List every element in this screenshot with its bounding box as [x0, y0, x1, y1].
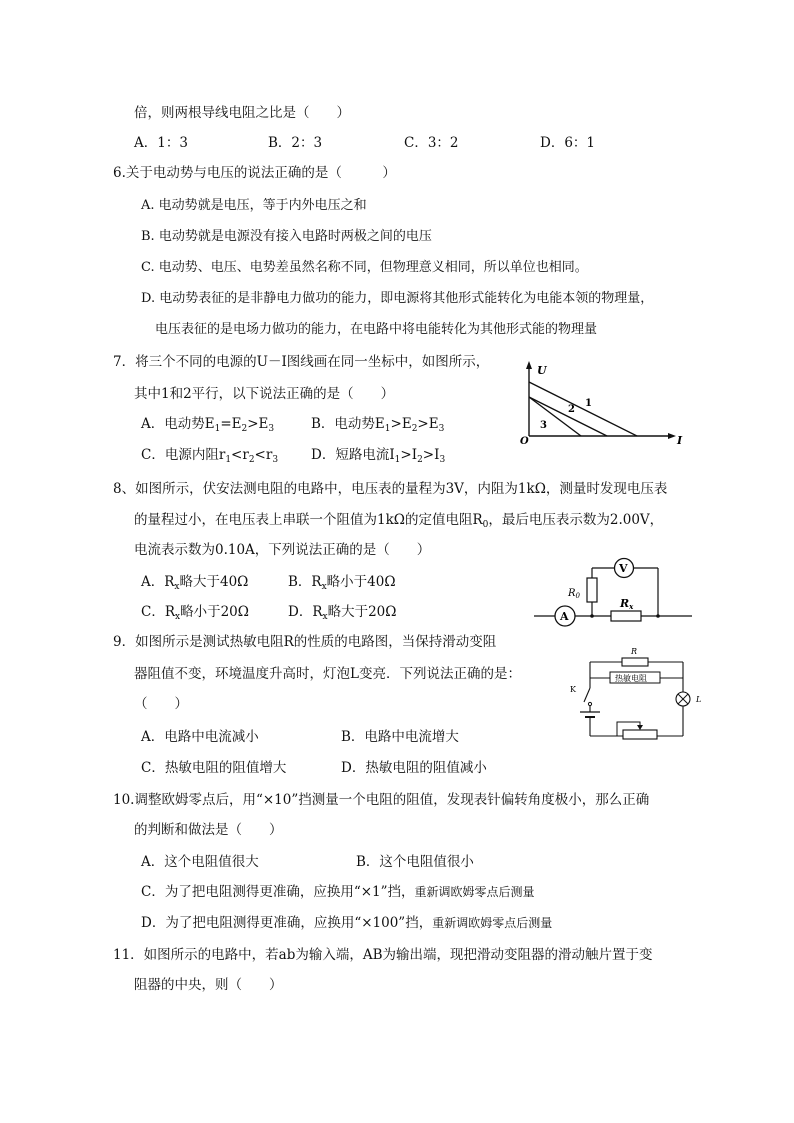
x-axis-label: I	[677, 434, 683, 447]
q10-option-a: A．这个电阻值很大	[141, 854, 259, 870]
resistor-r-label: R	[631, 647, 638, 656]
q9-option-c: C．热敏电阻的阻值增大	[141, 760, 287, 776]
q10-option-d: D．为了把电阻测得更准确，应换用“×100”挡，重新调欧姆零点后测量	[141, 915, 553, 931]
q8-circuit	[532, 556, 694, 630]
q6-option-b: B. 电动势就是电源没有接入电路时两极之间的电压	[141, 229, 432, 244]
q8-option-c: C．$R_x$略小于20Ω	[141, 604, 249, 622]
resistor-r	[622, 658, 648, 666]
q10-option-c: C．为了把电阻测得更准确，应换用“×1”挡，重新调欧姆零点后测量	[141, 884, 535, 900]
origin-label: O	[520, 436, 529, 447]
lamp-label: L	[696, 695, 702, 704]
q8-line1: 8、如图所示，伏安法测电阻的电路中，电压表的量程为3V，内阻为1kΩ，测量时发现电压表	[113, 481, 668, 497]
q7-option-a: A．电动势$E_1=E_2>E_3$	[141, 416, 275, 434]
q8-option-a: A．$R_x$略大于40Ω	[141, 574, 249, 592]
q9-circuit	[565, 642, 715, 746]
line-label-1: 1	[585, 398, 592, 409]
resistor-rx	[611, 611, 641, 621]
line-3	[529, 397, 581, 436]
junction-left	[590, 614, 594, 618]
q9-line2: 器阻值不变，环境温度升高时，灯泡L变亮．下列说法正确的是：	[134, 666, 521, 682]
q10-option-b: B．这个电阻值很小	[356, 854, 474, 870]
q5-continuation: 倍，则两根导线电阻之比是（ ）	[134, 105, 350, 121]
resistor-r0-label: $R_0$	[568, 588, 580, 600]
q9-option-b: B．电路中电流增大	[341, 729, 459, 745]
q9-option-a: A．电路中电流减小	[141, 729, 259, 745]
rheostat-slider-arrow	[637, 725, 643, 730]
q11-line1: 11．如图所示的电路中，若ab为输入端，AB为输出端，现把滑动变阻器的滑动触片置于变	[113, 947, 653, 963]
resistor-rx-label: Rx	[620, 597, 634, 611]
line-label-2: 2	[568, 404, 575, 415]
q9-option-d: D．热敏电阻的阻值减小	[341, 760, 487, 776]
q7-stem-line1: 7．将三个不同的电源的U－I图线画在同一坐标中，如图所示，	[113, 354, 490, 370]
q11-line2: 阻器的中央，则（ ）	[134, 977, 283, 993]
q10-line1: 10.调整欧姆零点后，用“×10”挡测量一个电阻的阻值，发现表针偏转角度极小，那么正确	[113, 792, 650, 808]
q7-stem-line2: 其中1和2平行，以下说法正确的是（ ）	[134, 386, 395, 402]
thermistor-label: 热敏电阻	[615, 674, 647, 683]
q6-option-d-line2: 电压表征的是电场力做功的能力，在电路中将电能转化为其他形式能的物理量	[155, 322, 598, 337]
q6-option-c: C. 电动势、电压、电势差虽然名称不同，但物理意义相同，所以单位也相同。	[141, 260, 588, 275]
q9-line1: 9．如图所示是测试热敏电阻R的性质的电路图，当保持滑动变阻	[113, 634, 497, 650]
switch-label: K	[570, 685, 576, 694]
x-axis-arrow	[668, 433, 676, 439]
q7-option-d: D．短路电流$I_1>I_2>I_3$	[311, 447, 446, 465]
switch-blade	[584, 688, 590, 702]
ammeter-label: A	[560, 610, 569, 623]
q8-line3: 电流表示数为0.10A，下列说法正确的是（ ）	[134, 542, 431, 558]
q5-option-b: B．2：3	[268, 135, 323, 151]
q7-option-b: B．电动势$E_1>E_2>E_3$	[311, 416, 445, 434]
q5-option-a: A．1：3	[134, 135, 188, 151]
q8-option-d: D．$R_x$略大于20Ω	[288, 604, 397, 622]
q10-line2: 的判断和做法是（ ）	[134, 822, 283, 838]
q8-option-b: B．$R_x$略小于40Ω	[288, 574, 396, 592]
voltmeter-label: V	[619, 562, 628, 575]
q7-ui-graph	[515, 358, 685, 450]
y-axis-label: U	[537, 364, 547, 377]
y-axis-arrow	[526, 361, 532, 369]
q5-option-d: D．6：1	[540, 135, 596, 151]
q6-option-d-line1: D. 电动势表征的是非静电力做功的能力，即电源将其他形式能转化为电能本领的物理量，	[141, 291, 654, 306]
switch-contact	[588, 702, 591, 705]
q5-option-c: C．3：2	[404, 135, 459, 151]
resistor-r0	[587, 578, 597, 602]
q6-option-a: A. 电动势就是电压，等于内外电压之和	[141, 198, 367, 213]
rheostat	[623, 730, 657, 739]
q6-stem: 6.关于电动势与电压的说法正确的是（ ）	[113, 165, 396, 181]
q7-option-c: C．电源内阻$r_1<r_2<r_3$	[141, 447, 279, 465]
q9-line3: （ ）	[134, 696, 188, 712]
q8-line2: 的量程过小，在电压表上串联一个阻值为1kΩ的定值电阻$R_0$，最后电压表示数为2.00V，	[134, 512, 664, 530]
junction-right	[656, 614, 660, 618]
line-label-3: 3	[540, 420, 547, 431]
